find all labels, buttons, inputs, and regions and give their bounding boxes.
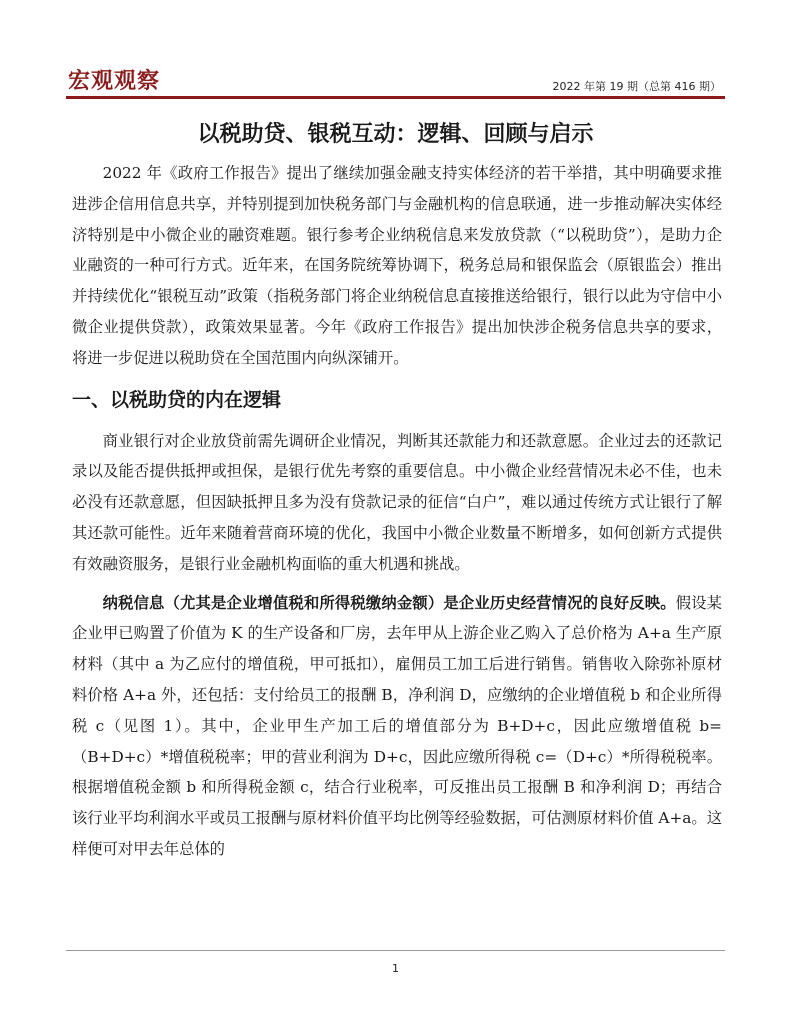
section-heading: 一、以税助贷的内在逻辑 xyxy=(72,388,282,411)
body-paragraph xyxy=(72,588,722,865)
body-paragraph: 商业银行对企业放贷前需先调研企业情况，判断其还款能力和还款意愿。企业过去的还款记录以及能否提供抵押或担保，是银行优先考察的重要信息。中小微企业经营情况未必不佳，也未必没有还款意愿，但因缺抵押且多为没有贷款记录的征信“白户”，难以通过传统方式让银行了解其还款可能性。近年来随着营商环境的优化，我国中小微企业数量不断增多，如何创新方式提供有效融资服务，是银行业金融机构面临的重大机遇和挑战。 xyxy=(72,431,722,573)
article-title: 以税助贷、银税互动：逻辑、回顾与启示 xyxy=(197,122,594,147)
article-body xyxy=(72,158,722,873)
footer-divider xyxy=(66,950,725,951)
header-divider xyxy=(66,96,725,99)
paragraph-lead: 纳税信息（尤其是企业增值税和所得税缴纳金额）是企业历史经营情况的良好反映。 xyxy=(102,593,676,612)
intro-paragraph: 2022 年《政府工作报告》提出了继续加强金融支持实体经济的若干举措，其中明确要求推进涉企信用信息共享，并特别提到加快税务部门与金融机构的信息联通，进一步推动解决实体经济特别是中小微企业的融资难题。银行参考企业纳税信息来发放贷款（“以税助贷”），是助力企业融资的一种可行方式。近年来，在国务院统筹协调下，税务总局和银保监会（原银监会）推出并持续优化“银税互动”政策（指税务部门将企业纳税信息直接推送给银行，银行以此为守信中小微企业提供贷款），政策效果显著。今年《政府工作报告》提出加快涉企税务信息共享的要求，将进一步促进以税助贷在全国范围内向纵深铺开。 xyxy=(72,164,722,367)
header-brand: 宏观观察 xyxy=(68,69,161,94)
paragraph-text: 假设某企业甲已购置了价值为 K 的生产设备和厂房，去年甲从上游企业乙购入了总价格为 A+a 生产原材料（其中 a 为乙应付的增值税，甲可抵扣），雇佣员工加工后进行销售。销售收入除弥补原材料价格 A+a 外，还包括：支付给员工的报酬 B，净利润 D，应缴纳的企业增值税 b 和企业所得税 c（见图 1）。其中，企业甲生产加工后的增值部分为 B+D+c，因此应缴增值税 b=（B+D+c）*增值税税率；甲的营业利润为 D+c，因此应缴所得税 c=（D+c）*所得税税率。根据增值税金额 b 和所得税金额 c，结合行业税率，可反推出员工报酬 B 和净利润 D；再结合该行业平均利润水平或员工报酬与原材料价值平均比例等经验数据，可估测原材料价值 A+a。这样便可对甲去年总体的 xyxy=(72,593,722,858)
page-number: 1 xyxy=(392,962,399,975)
issue-number: 2022 年第 19 期（总第 416 期） xyxy=(552,80,721,93)
